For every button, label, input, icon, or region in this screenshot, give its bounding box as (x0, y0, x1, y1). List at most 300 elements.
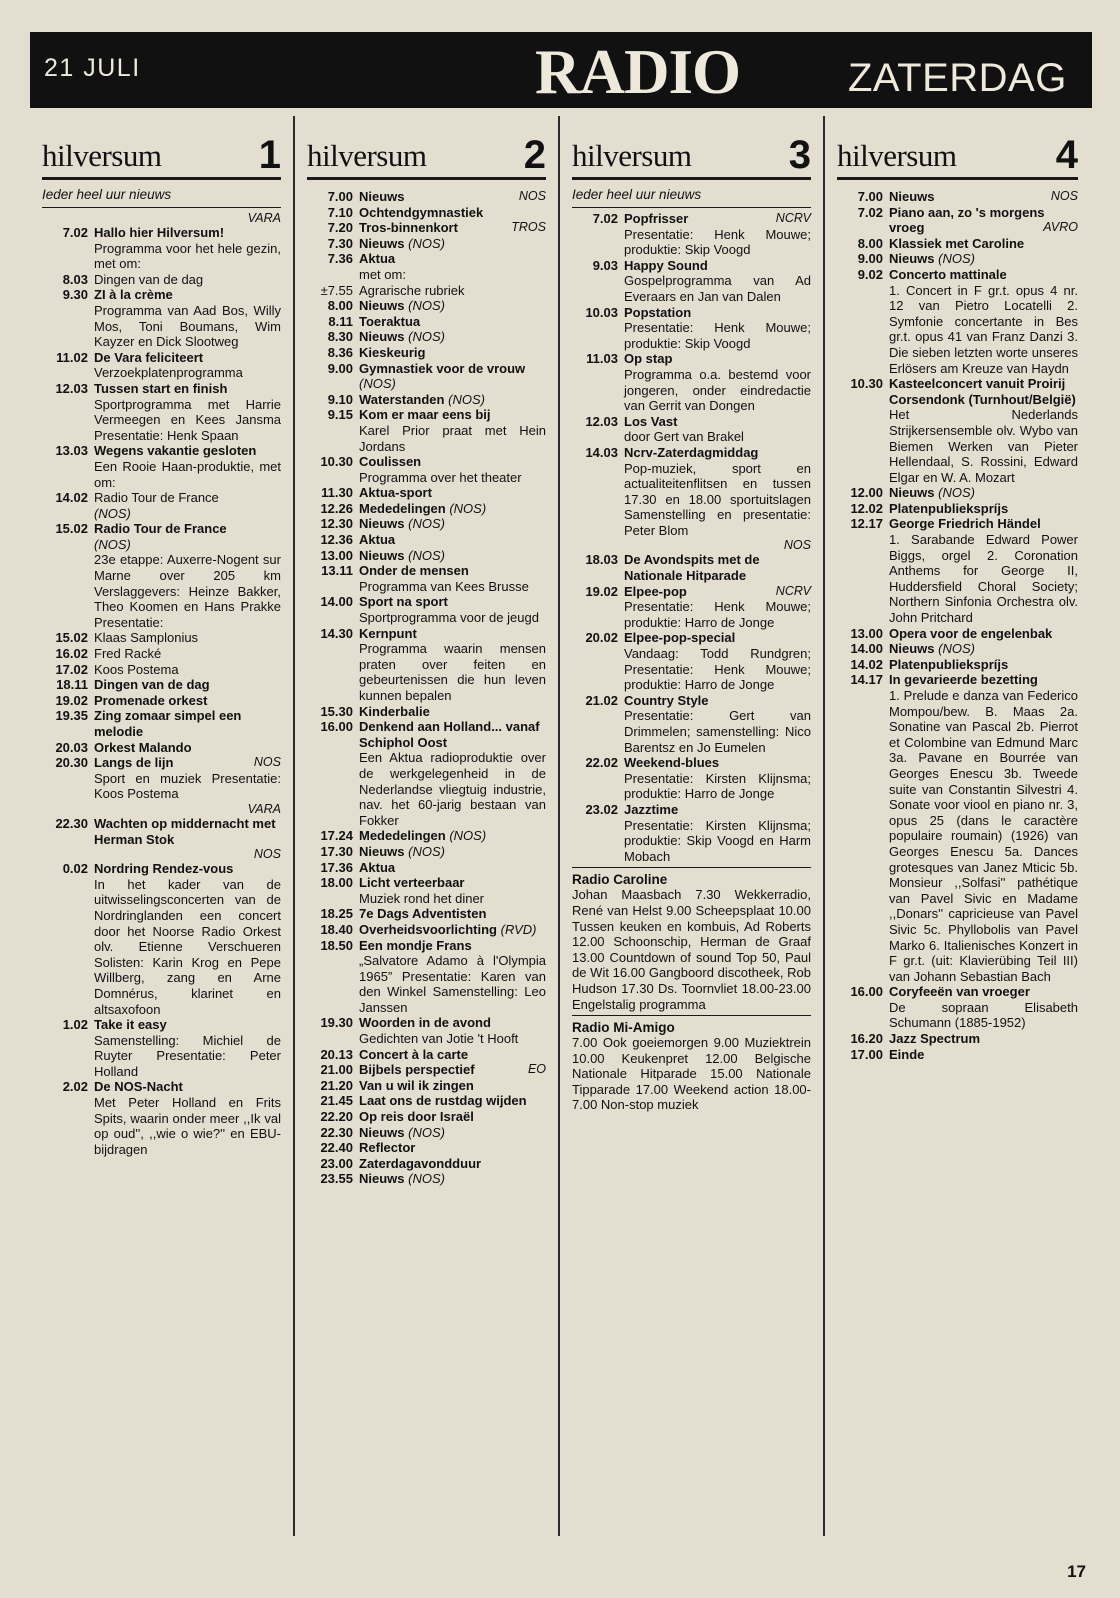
program-title-line (624, 802, 811, 818)
program-title-line (359, 329, 546, 345)
program-time: 12.17 (850, 516, 883, 532)
program-title-line (889, 641, 1078, 657)
program-title-block (359, 1047, 546, 1063)
station-number: 3 (788, 133, 811, 177)
program-title-line (94, 677, 281, 693)
program-title: Klaas Samplonius (94, 630, 199, 646)
program-entry (307, 1109, 546, 1125)
broadcaster-label: EO (527, 1062, 546, 1077)
program-entry (307, 922, 546, 938)
program-title-block (624, 351, 811, 413)
program-time: 16.00 (320, 719, 353, 735)
program-title-block (624, 414, 811, 445)
program-title-line (889, 1047, 1078, 1063)
program-title-line (94, 490, 281, 506)
program-title-line (359, 532, 546, 548)
program-title-block (359, 1062, 546, 1078)
program-time: 8.03 (62, 271, 88, 287)
program-title: Piano aan, zo 's morgens vroeg (889, 204, 1045, 236)
program-title-line (359, 922, 546, 938)
program-title-block (624, 584, 811, 631)
program-title-block (359, 719, 546, 828)
program-title-block (889, 641, 1078, 657)
program-title: Bijbels perspectief (359, 1062, 475, 1078)
program-title: Radio Tour de France (94, 490, 219, 506)
program-time: 14.17 (850, 672, 883, 688)
program-entry (837, 251, 1078, 267)
header-spacer (307, 182, 546, 189)
program-title-line (359, 345, 546, 361)
program-entry (307, 719, 546, 828)
program-entry (42, 272, 281, 288)
program-title-line (94, 443, 281, 459)
program-entry (42, 708, 281, 739)
program-entry (42, 490, 281, 521)
program-title-line (359, 548, 546, 564)
program-description: Presentatie: Henk Mouwe; produktie: Skip Voogd (624, 320, 811, 351)
program-entry (307, 236, 546, 252)
program-time: 19.35 (55, 708, 88, 724)
program-entry (572, 414, 811, 445)
program-entry (307, 220, 546, 236)
program-title: De NOS-Nacht (94, 1079, 183, 1095)
program-title: Tros-binnenkort (359, 220, 458, 236)
program-title-line (94, 521, 281, 537)
broadcaster-label: NOS (783, 538, 811, 553)
program-time: 17.36 (320, 859, 353, 875)
program-title: Platenpubliekspríjs (889, 500, 1009, 516)
program-title-line (624, 445, 811, 461)
program-title-block (624, 305, 811, 352)
program-time: 20.13 (320, 1046, 353, 1062)
program-title-line (889, 657, 1078, 673)
program-title: ZI à la crème (94, 287, 173, 303)
program-entry (307, 906, 546, 922)
program-title-block (889, 267, 1078, 376)
program-title-block (359, 283, 546, 299)
program-time: 11.30 (321, 485, 353, 501)
program-entry (42, 287, 281, 349)
extra-station-schedule: Johan Maasbach 7.30 Wekkerradio, René van Helst 9.00 Scheepsplaat 10.00 Tussen keuken en kombuis, Ad Roberts 12.00 Schoonschip, Herman de Graaf 13.00 Countdown of sound Top 50, Paul de Wit 16.00 Gangboord discotheek, Rob Hudson 17.30 Ds. Toornvliet 18.00-23.00 Engelstalig programma (572, 887, 811, 1012)
program-time: 7.20 (327, 220, 353, 236)
program-title-block (624, 211, 811, 258)
program-title-line (94, 816, 281, 847)
program-title-line (359, 1047, 546, 1063)
program-title-block (889, 485, 1078, 501)
program-description: Sportprogramma voor de jeugd (359, 610, 539, 626)
program-title-line (359, 1140, 546, 1156)
program-time: 21.02 (585, 692, 618, 708)
program-entry (307, 392, 546, 408)
station-name: hilversum (572, 138, 692, 173)
program-entry (837, 657, 1078, 673)
program-time: 20.02 (585, 630, 618, 646)
program-time: 13.03 (55, 443, 88, 459)
program-description: Een Aktua radioproduktie over de werkgelegenheid in de Nederlandse vliegtuig industrie, nav. het 60-jarig bestaan van Fokker (359, 750, 546, 828)
program-title-block (94, 693, 281, 709)
program-time: 19.02 (585, 583, 618, 599)
program-time: 17.24 (320, 828, 353, 844)
program-time: 12.30 (320, 516, 353, 532)
program-title: 7e Dags Adventisten (359, 906, 487, 922)
program-title-block (889, 1031, 1078, 1047)
program-entry (307, 548, 546, 564)
program-entry (572, 802, 811, 864)
program-source: (NOS) (359, 376, 396, 392)
program-title: Tussen start en finish (94, 380, 228, 396)
page-number: 17 (1067, 1562, 1086, 1581)
program-title-block (889, 205, 1078, 236)
program-title: Coryfeeën van vroeger (889, 984, 1030, 1000)
program-title-block (624, 258, 811, 305)
program-title: George Friedrich Händel (889, 516, 1041, 532)
program-title-block (889, 251, 1078, 267)
program-entry (307, 501, 546, 517)
program-source: (NOS) (408, 516, 445, 532)
program-entry (42, 755, 281, 802)
program-title-block (94, 740, 281, 756)
program-title-line (624, 693, 811, 709)
program-time: 10.03 (585, 304, 618, 320)
program-title-line (359, 938, 546, 954)
program-title-block (94, 272, 281, 288)
program-title-line (94, 1079, 281, 1095)
program-description: Karel Prior praat met Hein Jordans (359, 422, 546, 454)
program-title-block (359, 548, 546, 564)
program-title-block (94, 861, 281, 1017)
program-title-line (94, 1017, 281, 1033)
station-number: 4 (1055, 133, 1078, 177)
program-entry (42, 521, 281, 630)
program-time: 18.11 (56, 677, 88, 693)
program-title: Popstation (624, 304, 692, 320)
program-time: 9.10 (327, 391, 353, 407)
program-title-line (889, 236, 1078, 252)
program-time: 12.00 (850, 485, 883, 501)
program-source: (NOS) (408, 235, 445, 251)
station-column-4 (825, 116, 1090, 1536)
program-title: Radio Tour de France (94, 521, 227, 537)
program-entry (837, 641, 1078, 657)
program-entry (307, 1062, 546, 1078)
program-title: Einde (889, 1046, 925, 1062)
program-entry (307, 1125, 546, 1141)
program-title-line (624, 414, 811, 430)
program-description: Programma o.a. bestemd voor jongeren, onder eindredactie van Gerrit van Dongen (624, 366, 811, 414)
program-entry (307, 251, 546, 282)
program-time: 7.02 (62, 225, 88, 240)
broadcaster-label: VARA (247, 211, 281, 225)
program-title-block (359, 828, 546, 844)
program-entry (572, 258, 811, 305)
program-title: Nieuws (889, 189, 935, 204)
program-entry (307, 345, 546, 361)
program-title-line (624, 211, 811, 227)
program-title-block (359, 205, 546, 221)
program-time: 1.02 (62, 1017, 88, 1033)
program-title-block (359, 220, 546, 236)
program-description: Programma over het theater (359, 469, 522, 485)
program-entry (307, 704, 546, 720)
weekday-label: ZATERDAG (848, 56, 1067, 100)
program-entry (572, 351, 811, 413)
program-title-block (359, 485, 546, 501)
program-title: Kasteelconcert vanuit Proirij Corsendonk (Turnhout/België) (889, 376, 1076, 407)
program-title-block (889, 376, 1078, 485)
program-time: 12.26 (320, 500, 353, 516)
program-entry (42, 693, 281, 709)
program-title: Platenpubliekspríjs (889, 656, 1009, 672)
station-header (572, 122, 811, 180)
program-title: Ncrv-Zaterdagmiddag (624, 444, 759, 460)
program-title-line (889, 1031, 1078, 1047)
program-time: 20.03 (55, 739, 88, 755)
program-title-block (359, 298, 546, 314)
program-title-block (94, 521, 281, 630)
broadcaster-label: NOS (253, 847, 281, 862)
program-title-line (94, 630, 281, 646)
program-title: Dingen van de dag (94, 677, 210, 693)
station-column-1 (30, 116, 295, 1536)
program-entry (307, 1078, 546, 1094)
program-title-block (359, 1125, 546, 1141)
program-entry (837, 485, 1078, 501)
program-entry (572, 552, 811, 583)
program-title-block (889, 672, 1078, 984)
program-title-block (889, 236, 1078, 252)
masthead (30, 32, 1092, 108)
program-title: Concerto mattinale (889, 266, 1007, 282)
program-title-line (359, 1156, 546, 1172)
broadcaster-label: TROS (511, 220, 546, 235)
program-time: 14.00 (850, 641, 883, 657)
broadcaster-label: NOS (253, 755, 281, 770)
program-title-block (94, 490, 281, 521)
program-title-block (359, 516, 546, 532)
program-title-block (359, 251, 546, 282)
station-number: 2 (523, 133, 546, 177)
program-title: Country Style (624, 692, 709, 708)
program-entry (837, 189, 1078, 205)
program-time: 18.50 (320, 937, 353, 953)
program-title-line (359, 220, 546, 236)
program-source: (NOS) (94, 536, 131, 552)
program-title-block (359, 329, 546, 345)
program-title-block (359, 392, 546, 408)
program-title-block (359, 1156, 546, 1172)
program-title-line (889, 984, 1078, 1000)
program-title-block (359, 938, 546, 1016)
program-entry (307, 283, 546, 299)
program-title-line (359, 283, 546, 299)
program-title: Kieskeurig (359, 344, 426, 360)
program-title: Orkest Malando (94, 739, 192, 755)
program-title-block (94, 1079, 281, 1157)
program-title-block (359, 875, 546, 906)
program-title-block (94, 350, 281, 381)
program-title-line (359, 516, 546, 532)
program-source: (NOS) (94, 505, 131, 521)
program-title: Klassiek met Caroline (889, 235, 1025, 251)
program-title: Licht verteerbaar (359, 875, 465, 891)
program-title-line (94, 861, 281, 877)
program-entry (572, 630, 811, 692)
program-title-block (624, 552, 811, 583)
program-source: (NOS) (938, 485, 975, 501)
masthead-title: RADIO (535, 37, 741, 107)
program-entry (837, 1031, 1078, 1047)
program-title-block (359, 1109, 546, 1125)
program-time: 7.02 (592, 211, 618, 226)
program-title-line (359, 454, 546, 470)
program-title: Hallo hier Hilversum! (94, 225, 225, 240)
program-title-line (359, 1093, 546, 1109)
program-entry (307, 860, 546, 876)
program-title-block (359, 594, 546, 625)
program-title: Nieuws (889, 641, 935, 657)
program-title-line (359, 392, 546, 408)
program-title-line (94, 740, 281, 756)
program-time: 14.00 (320, 594, 353, 610)
program-title-line (94, 350, 281, 366)
hourly-news-note: Ieder heel uur nieuws (42, 182, 281, 208)
program-entry (572, 445, 811, 539)
program-title-line (889, 501, 1078, 517)
program-description: 1. Prelude e danza van Federico Mompou/bew. B. Maas 2a. Sonatine van Pascal 2b. Pierrot et Colombine van Edmund Marc 3a. Pavane en Bourrée van Georges Enescu 3b. Tweede suite van Constantin Silvestri 4. Sonate voor viool en piano nr. 3, opus 25 (dans le caractère populaire roumain) (1926) van Georges Enescu 5a. Dances grotesques van Janez Mticic 5b. Monsieur ,,Solfasi'' pathétique van Pavel Sivic en Madame ,,Donars'' capricieuse van Pavel Sivic 5c. Phyllobolis van Pavel Marko 6. Italienisches Konzert in F gr.t. (uit: Klavierübing Teil III) van Johann Sebastian Bach (889, 688, 1078, 984)
program-title-line (94, 646, 281, 662)
program-entry (42, 1017, 281, 1079)
program-title: Koos Postema (94, 661, 179, 677)
program-title: Wegens vakantie gesloten (94, 443, 257, 459)
program-title-line (359, 501, 546, 517)
program-title: Nieuws (359, 1171, 405, 1187)
broadcaster-label: VARA (247, 801, 281, 816)
program-title: Kom er maar eens bij (359, 407, 491, 423)
program-title: Kinderbalie (359, 703, 430, 719)
program-title-block (94, 287, 281, 349)
program-title: Nieuws (359, 547, 405, 563)
program-title-line (359, 626, 546, 642)
program-title-block (359, 1078, 546, 1094)
program-entry (572, 693, 811, 755)
program-description: met om: (359, 266, 406, 282)
station-header (837, 122, 1078, 180)
program-entry (837, 205, 1078, 236)
program-entry (307, 205, 546, 221)
program-title-line (624, 258, 811, 274)
program-source: (NOS) (938, 641, 975, 657)
program-title-block (94, 630, 281, 646)
program-title-line (359, 906, 546, 922)
extra-station-heading: Radio Caroline (572, 872, 668, 888)
program-title-line (359, 1171, 546, 1187)
program-entry (307, 532, 546, 548)
station-header (307, 122, 546, 180)
broadcaster-label: NCRV (775, 583, 811, 598)
program-entry (572, 305, 811, 352)
program-title-line (359, 407, 546, 423)
program-description: De sopraan Elisabeth Schumann (1885-1952) (889, 999, 1078, 1031)
program-time: 18.25 (320, 906, 353, 922)
program-title-line (359, 594, 546, 610)
program-title: Weekend-blues (624, 755, 720, 771)
program-time: 8.00 (327, 298, 353, 314)
program-entry (307, 454, 546, 485)
program-title: Popfrisser (624, 211, 689, 226)
program-time: 16.00 (850, 984, 883, 1000)
program-title-block (359, 1093, 546, 1109)
program-title: Toeraktua (359, 313, 421, 329)
program-title: Sport na sport (359, 594, 448, 610)
program-title-line (359, 298, 546, 314)
program-title: Wachten op middernacht met Herman Stok (94, 815, 276, 847)
program-title: Overheidsvoorlichting (359, 921, 497, 937)
program-title-line (94, 662, 281, 678)
hourly-news-note: Ieder heel uur nieuws (572, 182, 811, 208)
program-description: Presentatie: Gert van Drimmelen; samenstelling: Nico Barentsz en Jo Eumelen (624, 708, 811, 755)
program-entry (42, 1079, 281, 1157)
program-time: 12.02 (850, 500, 883, 516)
broadcaster-label: NOS (518, 189, 546, 203)
program-title-line (359, 236, 546, 252)
program-title-block (624, 693, 811, 755)
program-title-block (94, 662, 281, 678)
program-source: (NOS) (448, 391, 485, 407)
program-entry (42, 443, 281, 490)
program-title: Mededelingen (359, 828, 446, 844)
program-entry (572, 755, 811, 802)
program-title-block (889, 1047, 1078, 1063)
program-title-line (889, 251, 1078, 267)
program-title-block (359, 236, 546, 252)
program-time: 12.03 (55, 380, 88, 396)
program-title: Los Vast (624, 413, 678, 429)
program-title: Gymnastiek voor de vrouw (359, 360, 526, 376)
program-description: Pop-muziek, sport en actualiteitenflitsen en tussen 17.30 en 18.00 sportuitslagen Samenstelling en presentatie: Peter Blom (624, 460, 811, 538)
program-source: (NOS) (408, 298, 445, 314)
program-time: 7.02 (857, 204, 883, 220)
program-time: 9.03 (592, 257, 618, 273)
program-time: 14.02 (55, 490, 88, 506)
program-entry (42, 646, 281, 662)
program-description: Gospelprogramma van Ad Everaars en Jan van Dalen (624, 273, 811, 304)
program-time: 14.02 (850, 656, 883, 672)
program-entry (307, 1015, 546, 1046)
program-title: Take it easy (94, 1017, 167, 1033)
program-title-line (624, 305, 811, 321)
program-description: 1. Concert in F gr.t. opus 4 nr. 12 van Pietro Locatelli 2. Symfonie concertante in Bes gr.t. opus 41 van Franz Danzi 3. Die sieben letzten worte unseres Erlösers am Kreuze van Haydn (889, 282, 1078, 376)
program-time: 22.20 (320, 1109, 353, 1125)
program-time: 23.55 (320, 1171, 353, 1187)
program-title-line (359, 844, 546, 860)
program-source: (RVD) (500, 921, 537, 937)
program-title: Nieuws (359, 516, 405, 532)
program-entry (307, 1140, 546, 1156)
program-entry (307, 485, 546, 501)
program-time: 19.02 (55, 692, 88, 708)
program-entry (42, 861, 281, 1017)
divider (572, 867, 811, 868)
program-time: 15.02 (55, 630, 88, 646)
program-entry (307, 1093, 546, 1109)
program-title: Promenade orkest (94, 692, 208, 708)
program-entry (837, 984, 1078, 1031)
program-title-block (889, 189, 1078, 205)
program-title: Coulissen (359, 454, 422, 470)
program-title: De Avondspits met de Nationale Hitparade (624, 552, 760, 584)
program-time: 14.30 (320, 625, 353, 641)
program-entry (42, 381, 281, 443)
